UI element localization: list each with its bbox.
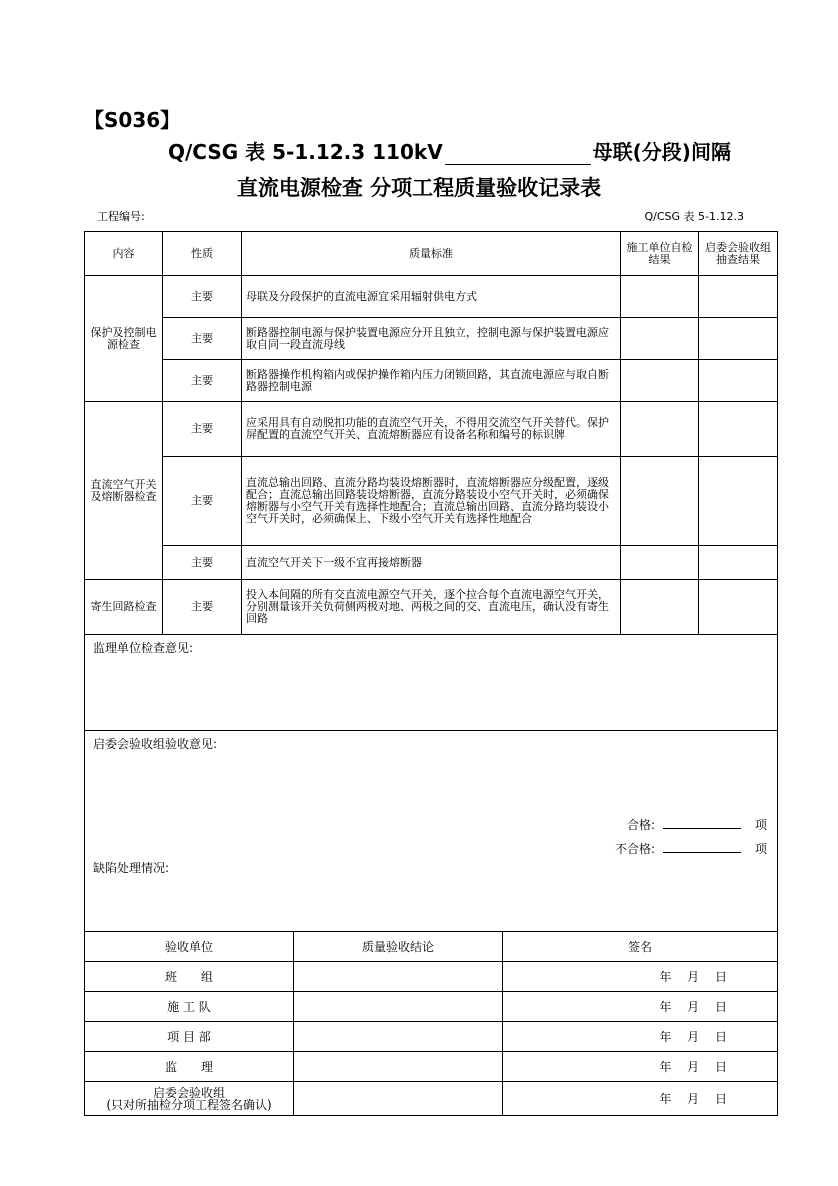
fail-count-row: [615, 840, 767, 855]
committee-check-cell[interactable]: [699, 360, 778, 402]
self-check-cell[interactable]: [621, 580, 699, 635]
committee-unit-name: 启委会验收组: [152, 1085, 225, 1100]
group-name: 寄生回路检查: [85, 580, 163, 635]
self-check-cell[interactable]: [621, 546, 699, 580]
self-check-cell[interactable]: [621, 360, 699, 402]
standard-cell: 直流空气开关下一级不宜再接熔断器: [242, 546, 621, 580]
supervisor-opinion-box[interactable]: [85, 635, 778, 731]
title-suffix: 母联(分段)间隔: [592, 140, 731, 164]
standard-ref: Q/CSG 表 5-1.12.3: [644, 210, 744, 223]
conclusion-cell[interactable]: [294, 992, 503, 1022]
committee-opinion-label: 启委会验收组验收意见:: [93, 737, 218, 751]
pass-count-field[interactable]: [663, 816, 741, 829]
sign-header-signature: 签名: [503, 932, 778, 962]
signature-date-cell[interactable]: 年 月 日: [503, 1052, 778, 1082]
signature-date-cell[interactable]: 年 月 日: [503, 962, 778, 992]
title-line-2: 直流电源检查 分项工程质量验收记录表: [236, 176, 602, 200]
committee-check-cell[interactable]: [699, 402, 778, 457]
sign-unit: 班 组: [85, 962, 294, 992]
committee-opinion-box[interactable]: [85, 731, 778, 932]
nature-cell: 主要: [163, 457, 242, 546]
nature-cell: 主要: [163, 276, 242, 318]
nature-cell: 主要: [163, 580, 242, 635]
self-check-cell[interactable]: [621, 457, 699, 546]
header-nature: 性质: [163, 232, 242, 276]
sign-unit: 施 工 队: [85, 992, 294, 1022]
nature-cell: 主要: [163, 402, 242, 457]
form-code: 【S036】: [84, 108, 181, 132]
committee-check-cell[interactable]: [699, 276, 778, 318]
signature-date-cell[interactable]: 年 月 日: [503, 992, 778, 1022]
bay-name-blank[interactable]: [445, 142, 591, 165]
supervisor-opinion-label: 监理单位检查意见:: [93, 641, 194, 655]
sign-header-unit: 验收单位: [85, 932, 294, 962]
committee-unit-note: (只对所抽检分项工程签名确认): [106, 1097, 272, 1112]
standard-cell: 投入本间隔的所有交直流电源空气开关，逐个拉合每个直流电源空气开关，分别测量该开关负荷侧两极对地、两极之间的交、直流电压，确认没有寄生回路: [242, 580, 621, 635]
fail-label: 不合格:: [614, 842, 655, 856]
conclusion-cell[interactable]: [294, 1022, 503, 1052]
defect-label: 缺陷处理情况:: [93, 861, 170, 875]
header-standard: 质量标准: [242, 232, 621, 276]
committee-check-cell[interactable]: [699, 457, 778, 546]
sign-header-conclusion: 质量验收结论: [294, 932, 503, 962]
conclusion-cell[interactable]: [294, 962, 503, 992]
conclusion-cell[interactable]: [294, 1082, 503, 1116]
sign-unit-committee: [85, 1082, 294, 1116]
pass-unit: 项: [754, 818, 767, 832]
group-name: 直流空气开关及熔断器检查: [85, 402, 163, 580]
project-no-label: 工程编号:: [97, 210, 145, 223]
standard-cell: 应采用具有自动脱扣功能的直流空气开关，不得用交流空气开关替代。保护屏配置的直流空气开关、直流熔断器应有设备名称和编号的标识牌: [242, 402, 621, 457]
nature-cell: 主要: [163, 360, 242, 402]
standard-cell: 母联及分段保护的直流电源宜采用辐射供电方式: [242, 276, 621, 318]
header-committee-check: 启委会验收组抽查结果: [699, 232, 778, 276]
fail-unit: 项: [754, 842, 767, 856]
fail-count-field[interactable]: [663, 840, 741, 853]
standard-cell: 断路器操作机构箱内或保护操作箱内压力闭锁回路，其直流电源应与取自断路器控制电源: [242, 360, 621, 402]
self-check-cell[interactable]: [621, 276, 699, 318]
pass-count-row: [627, 816, 767, 831]
pass-label: 合格:: [626, 818, 655, 832]
committee-check-cell[interactable]: [699, 318, 778, 360]
sign-unit: 项 目 部: [85, 1022, 294, 1052]
signature-date-cell[interactable]: 年 月 日: [503, 1022, 778, 1052]
title-line-1: [168, 136, 731, 165]
header-self-check: 施工单位自检结果: [621, 232, 699, 276]
standard-cell: 直流总输出回路、直流分路均装设熔断器时，直流熔断器应分级配置，逐级配合；直流总输出回路装设熔断器，直流分路装设小空气开关时，必须确保熔断器与小空气开关有选择性地配合；直流总输出回路、直流分路均装设小空气开关时，必须确保上、下级小空气开关有选择性地配合: [242, 457, 621, 546]
header-content: 内容: [85, 232, 163, 276]
quality-table: [84, 231, 778, 932]
group-name: 保护及控制电源检查: [85, 276, 163, 402]
committee-check-cell[interactable]: [699, 546, 778, 580]
nature-cell: 主要: [163, 546, 242, 580]
title-prefix: Q/CSG 表 5-1.12.3 110kV: [168, 140, 443, 164]
signature-date-cell[interactable]: 年 月 日: [503, 1082, 778, 1116]
self-check-cell[interactable]: [621, 402, 699, 457]
conclusion-cell[interactable]: [294, 1052, 503, 1082]
signature-table: [84, 931, 778, 1116]
self-check-cell[interactable]: [621, 318, 699, 360]
committee-check-cell[interactable]: [699, 580, 778, 635]
sign-unit: 监 理: [85, 1052, 294, 1082]
nature-cell: 主要: [163, 318, 242, 360]
standard-cell: 断路器控制电源与保护装置电源应分开且独立，控制电源与保护装置电源应取自同一段直流母线: [242, 318, 621, 360]
